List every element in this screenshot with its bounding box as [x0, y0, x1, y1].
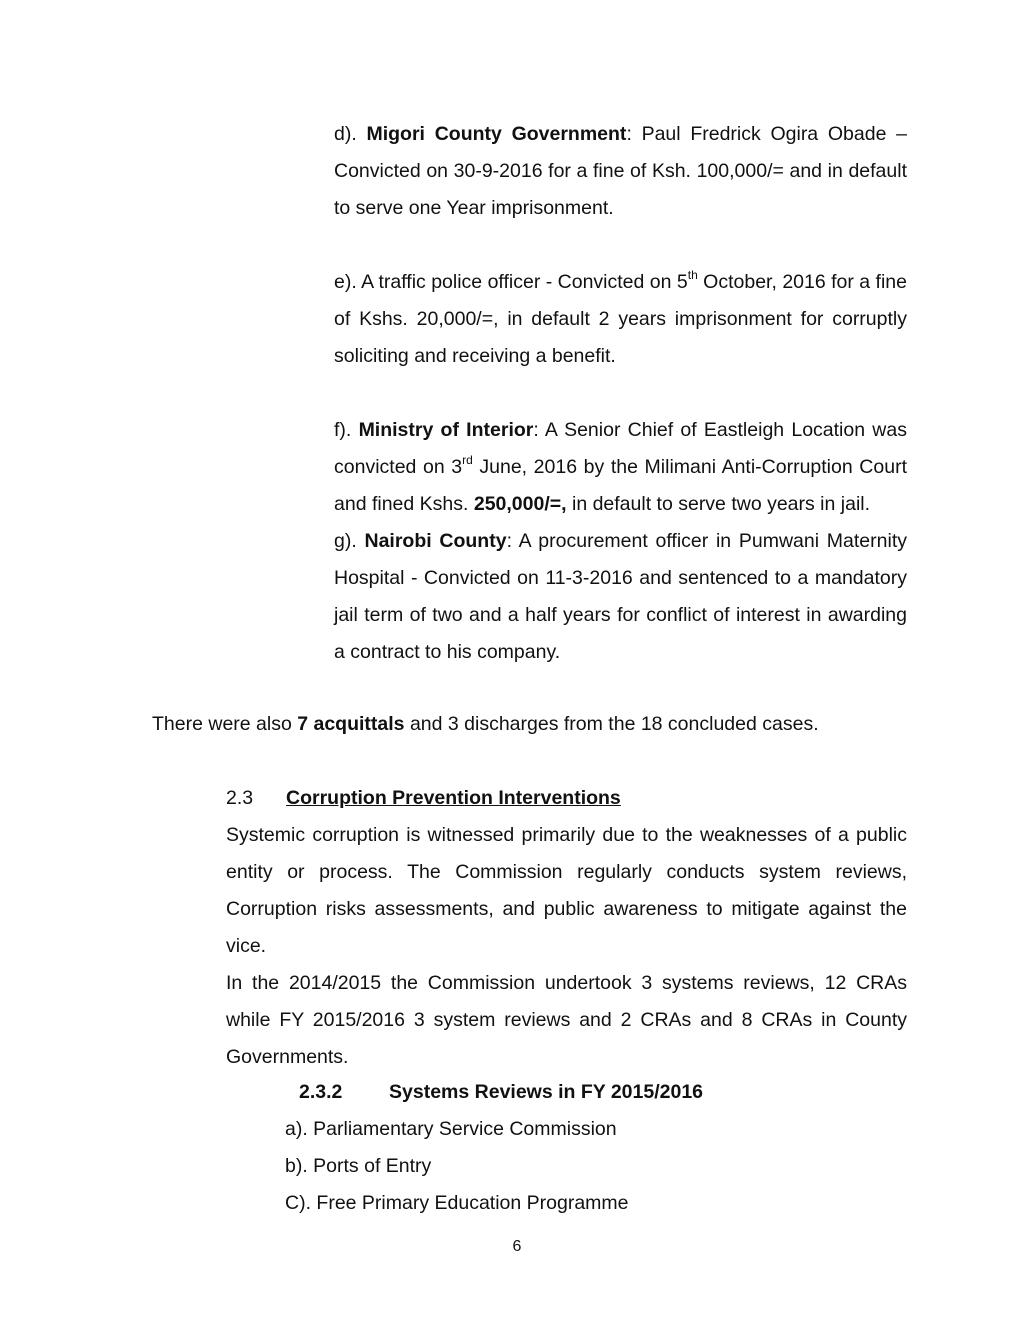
subsection-number: 2.3.2	[299, 1081, 343, 1103]
convictions-list	[334, 116, 907, 671]
page-number: 6	[512, 1238, 522, 1255]
subsection-2-3-2	[285, 1074, 703, 1222]
list-item: C). Free Primary Education Programme	[285, 1192, 629, 1214]
list-item: a). Parliamentary Service Commission	[285, 1118, 617, 1140]
item-g: g). Nairobi County: A procurement officer in Pumwani Maternity Hospital - Convicted on 11-3-2016 and sentenced to a mandatory jail term of two and a half years for conflict of interest in awarding a contract to his company.	[334, 530, 907, 663]
section-paragraph-2: In the 2014/2015 the Commission undertook 3 systems reviews, 12 CRAs while FY 2015/2016 3 system reviews and 2 CRAs and 8 CRAs in County Governments.	[226, 972, 907, 1068]
section-heading	[226, 780, 907, 817]
subsection-title: Systems Reviews in FY 2015/2016	[389, 1081, 704, 1103]
section-paragraph-1: Systemic corruption is witnessed primarily due to the weaknesses of a public entity or process. The Commission regularly conducts system reviews, Corruption risks assessments, and public awareness to mitigate against the vice.	[226, 824, 907, 957]
section-number: 2.3	[226, 787, 254, 809]
subsection-heading	[299, 1074, 703, 1111]
item-f-entity: Ministry of Interior	[358, 419, 534, 441]
acquittals-summary: There were also 7 acquittals and 3 discharges from the 18 concluded cases.	[152, 713, 819, 735]
item-g-entity: Nairobi County	[364, 530, 507, 552]
section-2-3	[226, 780, 907, 1076]
list-item: b). Ports of Entry	[285, 1155, 432, 1177]
item-f: f). Ministry of Interior: A Senior Chief of Eastleigh Location was convicted on 3rd June, 2016 by the Milimani Anti-Corruption Court and fined Kshs. 250,000/=, in default to serve two years in jail.	[334, 419, 907, 515]
section-title: Corruption Prevention Interventions	[286, 787, 621, 809]
item-d: d). Migori County Government: Paul Fredrick Ogira Obade – Convicted on 30-9-2016 for a fine of Ksh. 100,000/= and in default to serve one Year imprisonment.	[334, 123, 907, 219]
item-d-entity: Migori County Government	[366, 123, 627, 145]
item-e: e). A traffic police officer - Convicted on 5th October, 2016 for a fine of Kshs. 20,000/=, in default 2 years imprisonment for corruptly soliciting and receiving a benefit.	[334, 268, 907, 367]
